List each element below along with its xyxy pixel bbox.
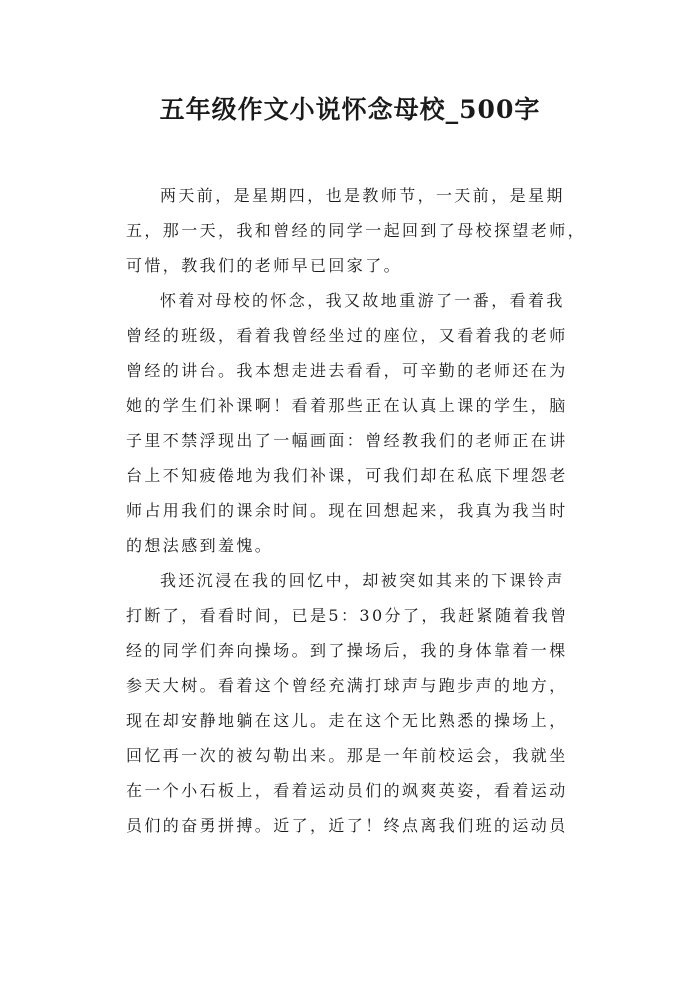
paragraph-line: 怀着对母校的怀念，我又故地重游了一番，看着我 [160,291,565,310]
paragraph-3 [126,563,576,843]
paragraph-line: 台上不知疲倦地为我们补课，可我们却在私底下埋怨老 [126,466,568,485]
document-title: 五年级作文小说怀念母校_500字 [159,95,541,124]
paragraph-line: 可惜，教我们的老师早已回家了。 [126,256,403,275]
paragraph-line: 师占用我们的课余时间。现在回想起来，我真为我当时 [126,501,568,520]
document-body [126,178,587,843]
paragraph-line: 两天前，是星期四，也是教师节，一天前，是星期 [160,186,565,205]
paragraph-line: 子里不禁浮现出了一幅画面：曾经教我们的老师正在讲 [126,431,568,450]
paragraph-line: 参天大树。看着这个曾经充满打球声与跑步声的地方， [126,676,568,695]
paragraph-line: 我还沉浸在我的回忆中，却被突如其来的下课铃声 [160,571,565,590]
paragraph-1 [126,178,587,283]
paragraph-line: 曾经的讲台。我本想走进去看看，可辛勤的老师还在为 [126,361,568,380]
paragraph-line: 经的同学们奔向操场。到了操场后，我的身体靠着一棵 [126,641,568,660]
paragraph-line: 的想法感到羞愧。 [126,536,274,555]
paragraph-line: 员们的奋勇拼搏。近了，近了！终点离我们班的运动员 [126,816,568,835]
paragraph-line: 曾经的班级，看着我曾经坐过的座位，又看着我的老师 [126,326,568,345]
paragraph-line: 回忆再一次的被勾勒出来。那是一年前校运会，我就坐 [126,746,568,765]
paragraph-line: 在一个小石板上，看着运动员们的飒爽英姿，看着运动 [126,781,568,800]
paragraph-line: 五，那一天，我和曾经的同学一起回到了母校探望老师， [126,221,587,240]
paragraph-line: 她的学生们补课啊！看着那些正在认真上课的学生，脑 [126,396,568,415]
paragraph-line: 现在却安静地躺在这儿。走在这个无比熟悉的操场上， [126,711,568,730]
paragraph-2 [126,283,576,563]
paragraph-line: 打断了，看看时间，已是5：30分了，我赶紧随着我曾 [126,606,569,625]
